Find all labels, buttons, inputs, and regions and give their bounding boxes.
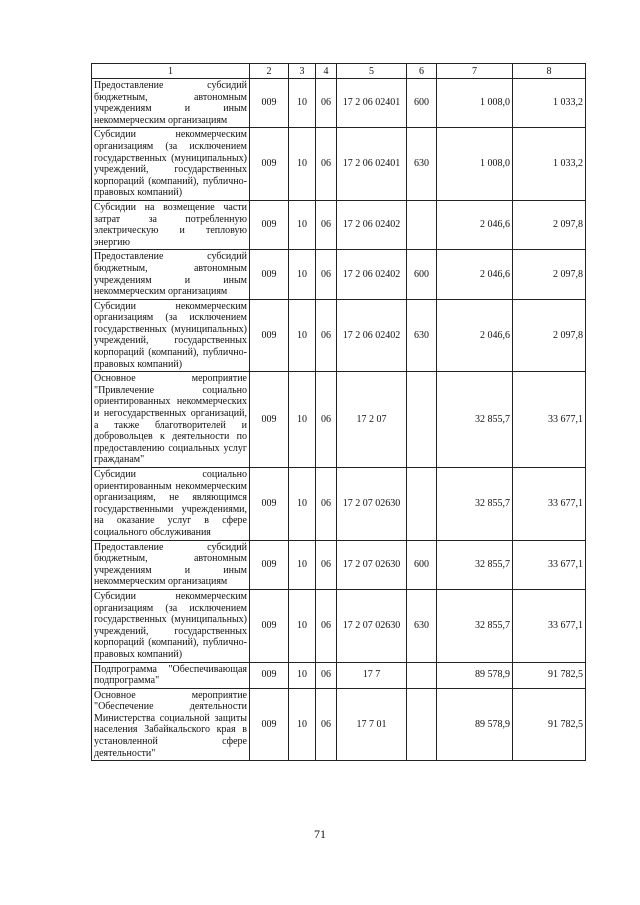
column-header-3: 3 — [289, 64, 316, 79]
amount-col7-cell: 89 578,9 — [437, 662, 513, 688]
expense-type-cell: 600 — [407, 250, 437, 299]
target-article-cell: 17 7 — [337, 662, 407, 688]
target-article-cell: 17 2 06 02402 — [337, 200, 407, 249]
column-header-6: 6 — [407, 64, 437, 79]
subsection-cell: 06 — [316, 79, 337, 128]
section-cell: 10 — [289, 540, 316, 589]
amount-col8-cell: 33 677,1 — [513, 468, 586, 541]
column-header-7: 7 — [437, 64, 513, 79]
row-name-cell: Субсидии некоммерческим организациям (за исключением государственных (муниципальных) учреждений, государственных корпораций (компаний), публично-правовых компаний) — [92, 589, 250, 662]
column-header-1: 1 — [92, 64, 250, 79]
subsection-cell: 06 — [316, 662, 337, 688]
subsection-cell: 06 — [316, 540, 337, 589]
expense-type-cell: 630 — [407, 299, 437, 372]
amount-col8-cell: 2 097,8 — [513, 250, 586, 299]
ministry-code-cell: 009 — [250, 128, 289, 201]
amount-col7-cell: 89 578,9 — [437, 688, 513, 761]
table-row — [92, 662, 586, 688]
row-name-cell: Подпрограмма "Обеспечивающая подпрограмма" — [92, 662, 250, 688]
ministry-code-cell: 009 — [250, 688, 289, 761]
amount-col8-cell: 33 677,1 — [513, 589, 586, 662]
ministry-code-cell: 009 — [250, 372, 289, 468]
ministry-code-cell: 009 — [250, 200, 289, 249]
subsection-cell: 06 — [316, 250, 337, 299]
amount-col7-cell: 1 008,0 — [437, 128, 513, 201]
subsection-cell: 06 — [316, 589, 337, 662]
ministry-code-cell: 009 — [250, 540, 289, 589]
amount-col8-cell: 33 677,1 — [513, 540, 586, 589]
table-row — [92, 299, 586, 372]
expense-type-cell: 600 — [407, 540, 437, 589]
section-cell: 10 — [289, 688, 316, 761]
row-name-cell: Предоставление субсидий бюджетным, автономным учреждениям и иным некоммерческим организациям — [92, 540, 250, 589]
section-cell: 10 — [289, 468, 316, 541]
table-row — [92, 128, 586, 201]
amount-col7-cell: 2 046,6 — [437, 299, 513, 372]
subsection-cell: 06 — [316, 372, 337, 468]
expense-type-cell — [407, 200, 437, 249]
target-article-cell: 17 2 07 02630 — [337, 540, 407, 589]
row-name-cell: Предоставление субсидий бюджетным, автономным учреждениям и иным некоммерческим организациям — [92, 79, 250, 128]
page-number: 71 — [314, 827, 326, 841]
subsection-cell: 06 — [316, 128, 337, 201]
column-header-8: 8 — [513, 64, 586, 79]
amount-col7-cell: 2 046,6 — [437, 250, 513, 299]
ministry-code-cell: 009 — [250, 79, 289, 128]
target-article-cell: 17 2 06 02401 — [337, 79, 407, 128]
target-article-cell: 17 2 06 02401 — [337, 128, 407, 201]
expense-type-cell — [407, 662, 437, 688]
row-name-cell: Основное мероприятие "Обеспечение деятельности Министерства социальной защиты населения Забайкальского края в установленной сфере деятельности" — [92, 688, 250, 761]
subsection-cell: 06 — [316, 299, 337, 372]
expense-type-cell — [407, 688, 437, 761]
amount-col8-cell: 1 033,2 — [513, 128, 586, 201]
row-name-cell: Субсидии некоммерческим организациям (за исключением государственных (муниципальных) учреждений, государственных корпораций (компаний), публично-правовых компаний) — [92, 128, 250, 201]
expense-type-cell: 600 — [407, 79, 437, 128]
expense-type-cell — [407, 468, 437, 541]
section-cell: 10 — [289, 372, 316, 468]
ministry-code-cell: 009 — [250, 662, 289, 688]
table-row — [92, 250, 586, 299]
target-article-cell: 17 7 01 — [337, 688, 407, 761]
table-row — [92, 540, 586, 589]
amount-col7-cell: 32 855,7 — [437, 468, 513, 541]
section-cell: 10 — [289, 299, 316, 372]
row-name-cell: Основное мероприятие "Привлечение социально ориентированных некоммерческих и негосударственных организаций, а также благотворителей и добровольцев к деятельности по предоставлению социальных услуг гражданам" — [92, 372, 250, 468]
budget-table — [91, 63, 586, 761]
expense-type-cell — [407, 372, 437, 468]
subsection-cell: 06 — [316, 200, 337, 249]
amount-col7-cell: 32 855,7 — [437, 540, 513, 589]
column-header-4: 4 — [316, 64, 337, 79]
column-header-5: 5 — [337, 64, 407, 79]
row-name-cell: Субсидии некоммерческим организациям (за исключением государственных (муниципальных) учреждений, государственных корпораций (компаний), публично-правовых компаний) — [92, 299, 250, 372]
header-row — [92, 64, 586, 79]
amount-col8-cell: 33 677,1 — [513, 372, 586, 468]
table-row — [92, 79, 586, 128]
target-article-cell: 17 2 07 02630 — [337, 468, 407, 541]
section-cell: 10 — [289, 250, 316, 299]
amount-col7-cell: 2 046,6 — [437, 200, 513, 249]
target-article-cell: 17 2 07 02630 — [337, 589, 407, 662]
table-row — [92, 372, 586, 468]
ministry-code-cell: 009 — [250, 250, 289, 299]
ministry-code-cell: 009 — [250, 589, 289, 662]
table-row — [92, 468, 586, 541]
amount-col8-cell: 91 782,5 — [513, 688, 586, 761]
amount-col8-cell: 91 782,5 — [513, 662, 586, 688]
amount-col7-cell: 32 855,7 — [437, 589, 513, 662]
amount-col8-cell: 2 097,8 — [513, 299, 586, 372]
amount-col8-cell: 2 097,8 — [513, 200, 586, 249]
subsection-cell: 06 — [316, 468, 337, 541]
section-cell: 10 — [289, 128, 316, 201]
table-row — [92, 589, 586, 662]
target-article-cell: 17 2 07 — [337, 372, 407, 468]
amount-col7-cell: 1 008,0 — [437, 79, 513, 128]
amount-col8-cell: 1 033,2 — [513, 79, 586, 128]
row-name-cell: Субсидии на возмещение части затрат за потребленную электрическую и тепловую энергию — [92, 200, 250, 249]
subsection-cell: 06 — [316, 688, 337, 761]
target-article-cell: 17 2 06 02402 — [337, 299, 407, 372]
amount-col7-cell: 32 855,7 — [437, 372, 513, 468]
section-cell: 10 — [289, 79, 316, 128]
section-cell: 10 — [289, 662, 316, 688]
ministry-code-cell: 009 — [250, 468, 289, 541]
section-cell: 10 — [289, 200, 316, 249]
expense-type-cell: 630 — [407, 128, 437, 201]
row-name-cell: Субсидии социально ориентированным некоммерческим организациям, не являющимся государственными учреждениями, на оказание услуг в сфере социального обслуживания — [92, 468, 250, 541]
row-name-cell: Предоставление субсидий бюджетным, автономным учреждениям и иным некоммерческим организациям — [92, 250, 250, 299]
ministry-code-cell: 009 — [250, 299, 289, 372]
table-row — [92, 200, 586, 249]
target-article-cell: 17 2 06 02402 — [337, 250, 407, 299]
column-header-2: 2 — [250, 64, 289, 79]
table-row — [92, 688, 586, 761]
expense-type-cell: 630 — [407, 589, 437, 662]
section-cell: 10 — [289, 589, 316, 662]
